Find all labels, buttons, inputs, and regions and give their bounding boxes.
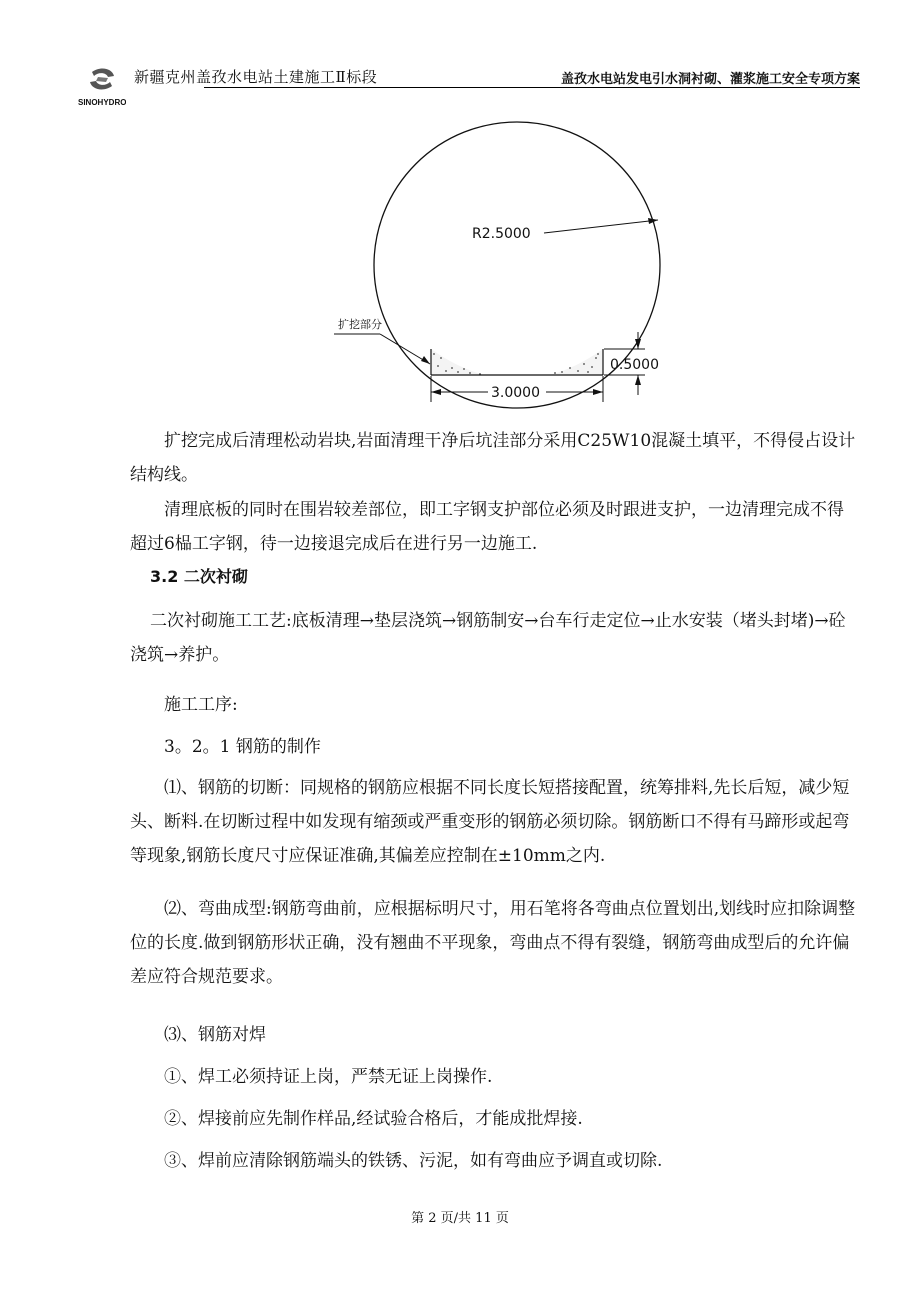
height-arrow-bottom — [635, 375, 641, 385]
radius-leader-line — [544, 220, 658, 233]
paragraph-procedure-title: 施工工序: — [164, 695, 238, 715]
page-header — [78, 60, 860, 107]
width-arrow-left — [431, 389, 441, 395]
excavation-arrow — [421, 356, 430, 364]
logo-text: SINOHYDRO — [78, 98, 126, 107]
header-left-title: 新疆克州盖孜水电站土建施工Ⅱ标段 — [134, 68, 378, 86]
radius-label: R2.5000 — [472, 226, 531, 242]
paragraph-rebar-cutting: ⑴、钢筋的切断：同规格的钢筋应根据不同长度长短搭接配置，统筹排料,先长后短，减少短头、断料.在切断过程中如发现有缩颈或严重变形的钢筋必须切除。钢筋断口不得有马蹄形或起弯等现象,钢筋长度尺寸应保证准确,其偏差应控制在±10mm之内. — [130, 778, 850, 866]
paragraph-rebar-bending: ⑵、弯曲成型:钢筋弯曲前，应根据标明尺寸，用石笔将各弯曲点位置划出,划线时应扣除调整位的长度.做到钢筋形状正确，没有翘曲不平现象，弯曲点不得有裂缝，钢筋弯曲成型后的允许偏差应符合规范要求。 — [130, 899, 856, 987]
sinohydro-logo — [78, 64, 126, 108]
list-item-welder-certification: ①、焊工必须持证上岗，严禁无证上岗操作. — [164, 1067, 493, 1087]
width-label: 3.0000 — [491, 385, 540, 401]
paragraph-floor-cleaning: 清理底板的同时在围岩较差部位，即工字钢支护部位必须及时跟进支护，一边清理完成不得超过6榀工字钢，待一边接退完成后在进行另一边施工. — [130, 500, 844, 554]
list-item-sample-test: ②、焊接前应先制作样品,经试验合格后，才能成批焊接. — [164, 1109, 583, 1129]
section-heading-secondary-lining: 3.2 二次衬砌 — [150, 567, 248, 586]
paragraph-excavation-cleanup: 扩挖完成后清理松动岩块,岩面清理干净后坑洼部分采用C25W10混凝土填平，不得侵占设计结构线。 — [130, 431, 856, 485]
height-label: 0.5000 — [610, 357, 659, 373]
header-divider — [204, 87, 860, 88]
excavation-label: 扩挖部分 — [338, 318, 382, 331]
paragraph-lining-process: 二次衬砌施工工艺:底板清理→垫层浇筑→钢筋制安→台车行走定位→止水安装（堵头封堵)→砼浇筑→养护。 — [130, 611, 846, 665]
paragraph-rebar-butt-welding: ⑶、钢筋对焊 — [164, 1025, 266, 1045]
tunnel-cross-section-diagram — [300, 110, 700, 420]
page-number: 第 2 页/共 11 页 — [411, 1211, 509, 1226]
subsection-rebar-fabrication: 3。2。1 钢筋的制作 — [164, 737, 321, 757]
header-right-title: 盖孜水电站发电引水洞衬砌、灌浆施工安全专项方案 — [560, 72, 860, 87]
width-arrow-right — [593, 389, 603, 395]
list-item-end-cleaning: ③、焊前应清除钢筋端头的铁锈、污泥，如有弯曲应予调直或切除. — [164, 1151, 663, 1171]
